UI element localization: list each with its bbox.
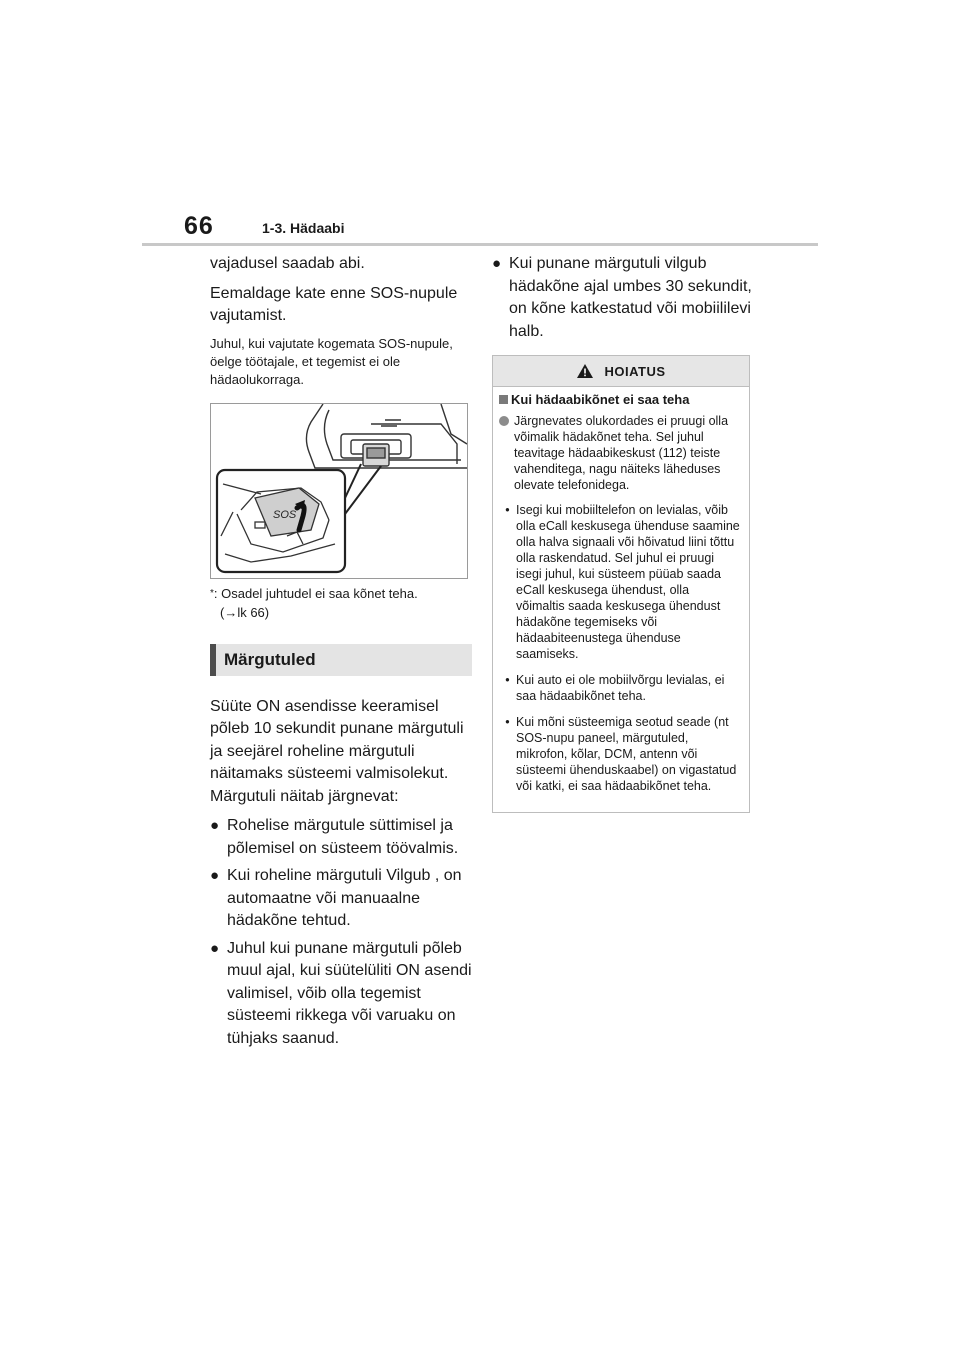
bullet-dot-icon: ● [492, 255, 502, 272]
small-bullet-icon: • [505, 673, 510, 687]
warning-list-item-text: Kui auto ei ole mobiilvõrgu levialas, ei saa hädaabikõnet teha. [516, 673, 725, 703]
bullet-dot-icon: ● [210, 817, 220, 834]
warning-list-item-text: Kui mõni süsteemiga seotud seade (nt SOS-nupu paneel, märgutuled, mikrofon, kõlar, DCM, antenn või süsteemi ühenduskaabel) on vigastatud või katki, ei saa hädaabikõnet teha. [516, 715, 737, 793]
footnote-text: : Osadel juhtudel ei saa kõnet teha. [213, 585, 418, 601]
bullet-dot-icon: ● [210, 939, 220, 957]
square-bullet-icon [499, 395, 508, 404]
list-item [492, 253, 754, 343]
header-divider [142, 243, 818, 246]
accidental-press-note: Juhul, kui vajutate kogemata SOS-nupule, öelge töötajale, et tegemist ei ole hädaolukorraga. [210, 335, 453, 387]
list-item-text: Kui roheline märgutuli Vilgub , on automaatne või manuaalne hädakõne tehtud. [227, 867, 462, 929]
list-item [210, 938, 472, 1051]
bullet-dot-icon: ● [210, 867, 220, 884]
figure-footnote [210, 584, 472, 622]
paragraph-remove-cover: Eemaldage kate enne SOS-nupule vajutamist. [210, 284, 458, 324]
small-bullet-icon: • [505, 503, 510, 517]
list-item-text: Juhul kui punane märgutuli põleb muul ajal, kui süütelüliti ON asendi valimisel, võib olla tegemist süsteemi rikkega või varuaku on tühjaks saanud. [227, 939, 472, 1047]
list-item-text: Kui punane märgutuli vilgub hädakõne ajal umbes 30 sekundit, on kõne katkestatud või mobiililevi halb. [509, 255, 752, 340]
warning-header [493, 356, 749, 387]
small-bullet-icon: • [505, 715, 510, 729]
circle-bullet-icon [499, 416, 509, 426]
section-title: 1-3. Hädaabi [262, 220, 345, 236]
indicator-intro: Süüte ON asendisse keeramisel põleb 10 sekundit punane märgutuli ja seejärel roheline märgutuli näitamaks süsteemi valmisolekut. Märgutuli näitab järgnevat: [210, 697, 464, 805]
warning-title: HOIATUS [604, 363, 666, 379]
list-item [210, 815, 472, 860]
warning-list-item [499, 502, 741, 662]
warning-box [492, 355, 750, 813]
footnote-page-ref: (→lk 66) [220, 604, 270, 620]
warning-lead-text: Järgnevates olukordades ei pruugi olla võimalik hädakõnet teha. Sel juhul teavitage hädaabikeskust (112) teiste vahenditega, nagu näiteks läheduses olevate telefonidega. [514, 414, 729, 492]
paragraph-continuation: vajadusel saadab abi. [210, 255, 365, 272]
warning-lead [499, 413, 741, 493]
list-item-text: Rohelise märgutule süttimisel ja põlemisel on süsteem töövalmis. [227, 817, 459, 857]
warning-list-item [499, 672, 741, 704]
right-column [492, 253, 754, 813]
page-number: 66 [184, 212, 214, 240]
indicator-lights-heading: Märgutuled [210, 644, 472, 676]
warning-subheading [499, 392, 741, 407]
warning-list-item [499, 714, 741, 794]
warning-triangle-icon [576, 363, 594, 379]
left-column [210, 253, 472, 1055]
warning-body [493, 387, 749, 812]
list-item [210, 865, 472, 933]
sos-label: SOS [273, 508, 297, 521]
footnote-star: * [210, 587, 214, 599]
warning-list-item-text: Isegi kui mobiiltelefon on levialas, võib olla eCall keskusega ühenduse saamine olla halva signaali või hõivatud liini tõttu olla raskendatud. Sel juhul ei pruugi isegi juhul, kui süsteem püüab saada eCall keskusega ühendust, olla võimaltis saada keskusega ühendust hädakõne tegemiseks või hädaabiteenustega ühenduse saamiseks. [516, 503, 740, 661]
sos-button-illustration [210, 403, 468, 579]
overhead-console-drawing [211, 404, 467, 578]
warning-subheading-text: Kui hädaabikõnet ei saa teha [511, 392, 690, 407]
